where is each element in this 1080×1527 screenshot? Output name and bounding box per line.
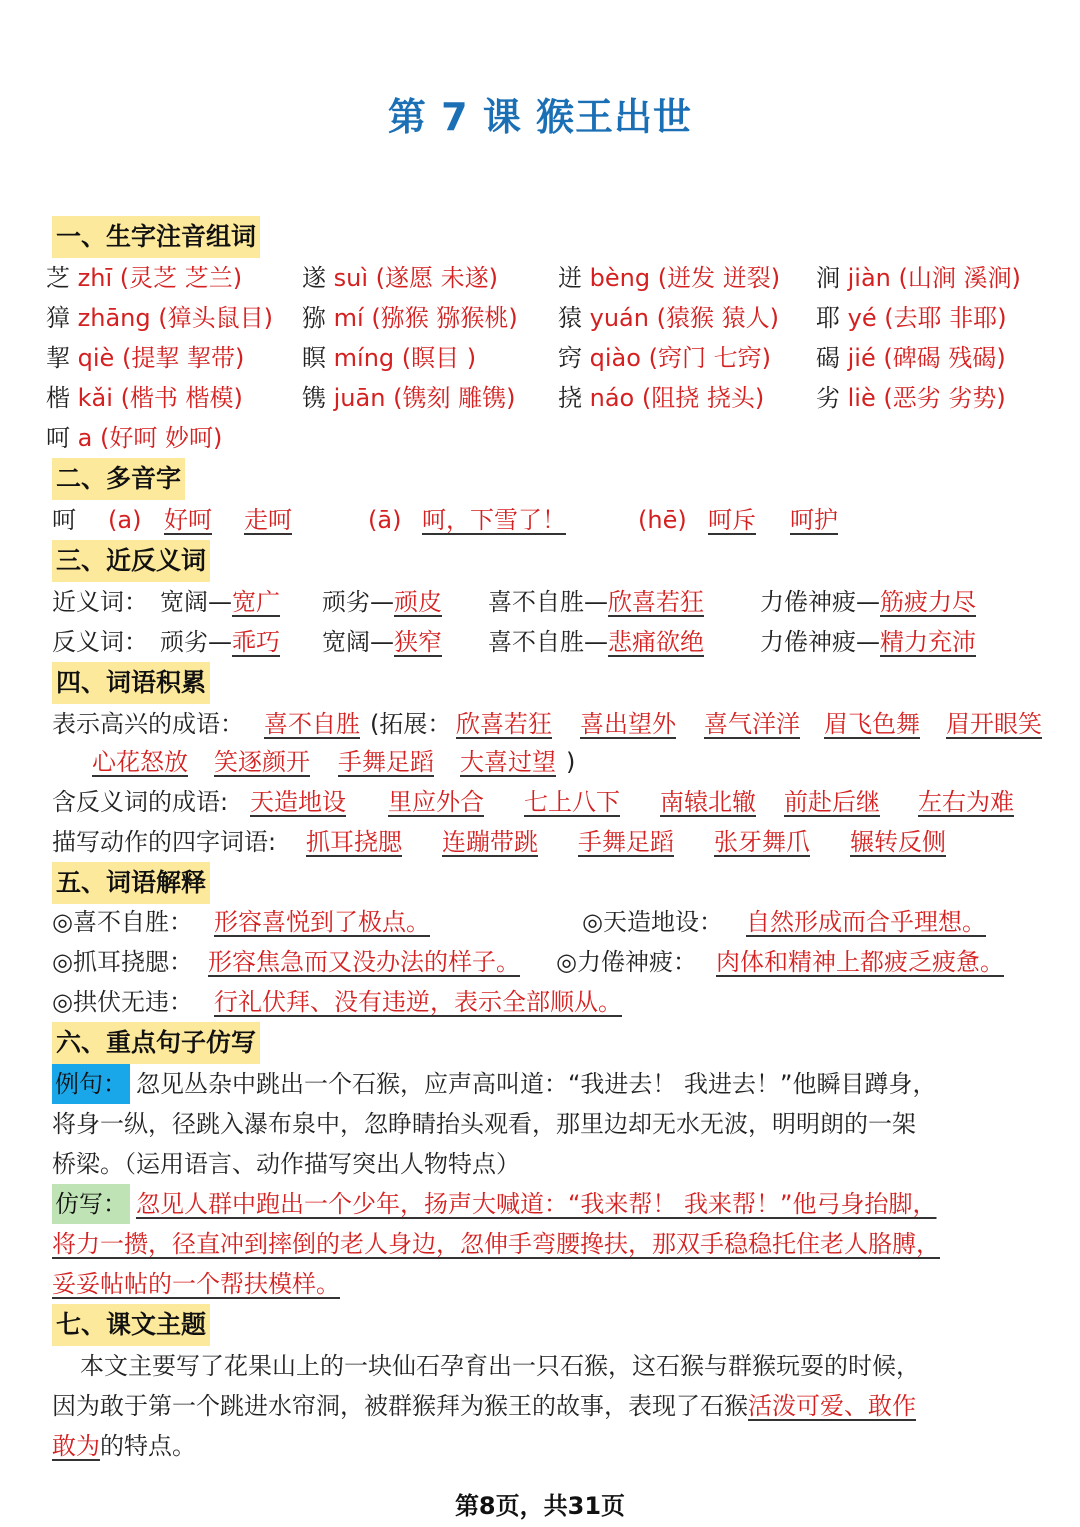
polyphone-reading: (hē): [638, 506, 687, 534]
antonym-pair: 喜不自胜—悲痛欲绝: [488, 628, 704, 656]
idiom: 眉开眼笑: [946, 710, 1042, 738]
explain-meaning: 肉体和精神上都疲乏疲惫。: [716, 948, 1004, 976]
explain-meaning: 行礼伏拜、没有违逆，表示全部顺从。: [214, 988, 622, 1016]
page-title: 第 7 课 猴王出世: [387, 95, 693, 139]
antonym-pair: 顽劣—乖巧: [160, 628, 280, 656]
explain-term: ◎力倦神疲：: [556, 948, 697, 976]
section-heading-theme: 七、课文主题: [52, 1304, 210, 1346]
char-row-1: [46, 258, 1042, 298]
idiom: 里应外合: [388, 788, 484, 816]
char-entry: 楷 kǎi (楷书 楷模): [46, 384, 243, 412]
antonym-row: [52, 622, 1042, 662]
synonym-label: 近义词：: [52, 588, 148, 616]
section-heading-synonyms: 三、近反义词: [52, 540, 210, 582]
char-entry: 呵 a (好呵 妙呵): [46, 424, 223, 452]
polyphone-word: 走呵: [244, 506, 292, 534]
idiom: 喜气洋洋: [704, 710, 800, 738]
idiom: 辗转反侧: [850, 828, 946, 856]
section-heading-characters: 一、生字注音组词: [52, 216, 260, 258]
idiom: 眉飞色舞: [824, 710, 920, 738]
section-heading-imitation: 六、重点句子仿写: [52, 1022, 260, 1064]
idiom: 大喜过望: [460, 748, 556, 776]
idiom: 喜出望外: [580, 710, 676, 738]
idiom: 手舞足蹈: [338, 748, 434, 776]
char-entry: 遂 suì (遂愿 未遂): [302, 264, 499, 292]
imitate-text: 忽见人群中跑出一个少年，扬声大喊道：“我来帮！ 我来帮！”他弓身抬脚，: [136, 1190, 937, 1218]
idiom: 南辕北辙: [660, 788, 756, 816]
antonym-pair: 力倦神疲—精力充沛: [760, 628, 976, 656]
idiom: 喜不自胜: [264, 710, 360, 738]
idiom: 左右为难: [918, 788, 1014, 816]
explain-term: ◎喜不自胜：: [52, 908, 193, 936]
explain-term: ◎拱伏无违：: [52, 988, 193, 1016]
example-line-2: 将身一纵，径跳入瀑布泉中，忽睁睛抬头观看，那里边却无水无波，明明朗的一架: [52, 1110, 916, 1138]
antonym-pair: 宽阔—狭窄: [322, 628, 442, 656]
explain-term: ◎抓耳挠腮：: [52, 948, 193, 976]
idiom: 七上八下: [524, 788, 620, 816]
imitate-text: 妥妥帖帖的一个帮扶模样。: [52, 1270, 340, 1298]
imitate-line-1: [52, 1184, 1042, 1224]
idiom: 连蹦带跳: [442, 828, 538, 856]
char-entry: 猕 mí (猕猴 猕猴桃): [302, 304, 518, 332]
happy-idioms-label: 表示高兴的成语：: [52, 710, 244, 738]
antonym-idioms-row: [52, 782, 1042, 822]
char-entry: 挠 náo (阻挠 挠头): [558, 384, 765, 412]
explain-row-1: [52, 902, 1042, 942]
char-entry: 迸 bèng (迸发 迸裂): [558, 264, 781, 292]
polyphone-row: [52, 500, 1042, 540]
char-row-5: [46, 418, 1042, 458]
happy-idioms-row: [52, 704, 1042, 744]
synonym-pair: 顽劣—顽皮: [322, 588, 442, 616]
theme-text: 敢为的特点。: [52, 1432, 196, 1460]
idiom: 张牙舞爪: [714, 828, 810, 856]
theme-line-1: [52, 1346, 1042, 1386]
imitate-text: 将力一攒，径直冲到摔倒的老人身边，忽伸手弯腰搀扶，那双手稳稳托住老人胳膊，: [52, 1230, 940, 1258]
synonym-pair: 力倦神疲—筋疲力尽: [760, 588, 976, 616]
synonym-pair: 喜不自胜—欣喜若狂: [488, 588, 704, 616]
polyphone-char: 呵: [52, 506, 76, 534]
polyphone-reading: (ā): [368, 506, 402, 534]
action-words-label: 描写动作的四字词语:: [52, 828, 277, 856]
section-heading-explanations: 五、词语解释: [52, 862, 210, 904]
example-text: 忽见丛杂中跳出一个石猴，应声高叫道：“我进去！ 我进去！”他瞬目蹲身，: [136, 1070, 937, 1098]
explain-row-2: [52, 942, 1042, 982]
idiom: 前赴后继: [784, 788, 880, 816]
synonym-pair: 宽阔—宽广: [160, 588, 280, 616]
char-entry: 劣 liè (恶劣 劣势): [816, 384, 1006, 412]
theme-text: 本文主要写了花果山上的一块仙石孕育出一只石猴，这石猴与群猴玩耍的时候，: [80, 1352, 920, 1380]
example-line-1: [52, 1064, 1042, 1104]
theme-line-2: [52, 1386, 1042, 1426]
explain-row-3: [52, 982, 1042, 1022]
antonym-idioms-label: 含反义词的成语:: [52, 788, 229, 816]
char-entry: 耶 yé (去耶 非耶): [816, 304, 1007, 332]
section-heading-accumulation: 四、词语积累: [52, 662, 210, 704]
char-entry: 芝 zhī (灵芝 芝兰): [46, 264, 243, 292]
char-entry: 镌 juān (镌刻 雕镌): [302, 384, 516, 412]
polyphone-word: 呵，下雪了！: [422, 506, 566, 534]
char-entry: 涧 jiàn (山涧 溪涧): [816, 264, 1021, 292]
theme-text: 因为敢于第一个跳进水帘洞，被群猴拜为猴王的故事，表现了石猴活泼可爱、敢作: [52, 1392, 916, 1420]
example-tag: 例句：: [52, 1064, 130, 1104]
extension-end: ): [566, 748, 576, 776]
page-number: 第8页，共31页: [454, 1492, 626, 1520]
explain-meaning: 形容焦急而又没办法的样子。: [208, 948, 520, 976]
imitate-tag: 仿写：: [52, 1184, 130, 1224]
happy-idioms-row-2: [52, 742, 1042, 782]
polyphone-reading: (a): [108, 506, 142, 534]
polyphone-word: 呵斥: [708, 506, 756, 534]
polyphone-word: 好呵: [164, 506, 212, 534]
theme-line-3: [52, 1426, 1042, 1466]
char-entry: 猿 yuán (猿猴 猿人): [558, 304, 779, 332]
section-heading-polyphone: 二、多音字: [52, 458, 185, 500]
idiom: 抓耳挠腮: [306, 828, 402, 856]
antonym-label: 反义词：: [52, 628, 148, 656]
polyphone-word: 呵护: [790, 506, 838, 534]
idiom: 手舞足蹈: [578, 828, 674, 856]
explain-meaning: 自然形成而合乎理想。: [746, 908, 986, 936]
char-row-2: [46, 298, 1042, 338]
idiom: 心花怒放: [92, 748, 188, 776]
explain-meaning: 形容喜悦到了极点。: [214, 908, 430, 936]
explain-term: ◎天造地设：: [582, 908, 723, 936]
char-row-3: [46, 338, 1042, 378]
idiom: 欣喜若狂: [456, 710, 552, 738]
example-line-3: 桥梁。（运用语言、动作描写突出人物特点）: [52, 1150, 520, 1178]
char-entry: 獐 zhāng (獐头鼠目): [46, 304, 273, 332]
imitate-line-2: [52, 1224, 1042, 1264]
char-entry: 碣 jié (碑碣 残碣): [816, 344, 1006, 372]
imitate-line-3: [52, 1264, 1042, 1304]
char-entry: 挈 qiè (提挈 挈带): [46, 344, 245, 372]
char-row-4: [46, 378, 1042, 418]
char-entry: 瞑 míng (瞑目 ): [302, 344, 477, 372]
idiom: 笑逐颜开: [214, 748, 310, 776]
synonym-row: [52, 582, 1042, 622]
char-entry: 窍 qiào (窍门 七窍): [558, 344, 771, 372]
idiom: 天造地设: [250, 788, 346, 816]
extension-label: (拓展：: [370, 710, 452, 738]
action-words-row: [52, 822, 1042, 862]
